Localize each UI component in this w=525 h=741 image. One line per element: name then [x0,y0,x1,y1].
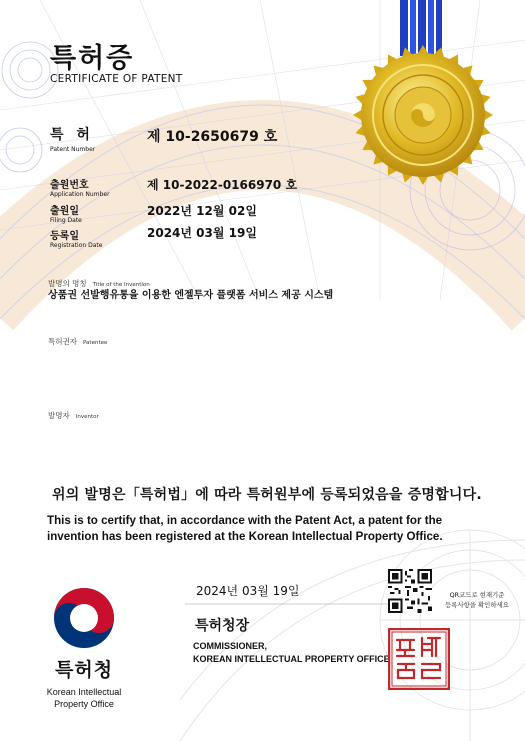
certificate-title: 특허증 [50,43,135,74]
certificate-title-english: CERTIFICATE OF PATENT [50,73,183,85]
registration-date-label: 등록일 Registration Date [50,231,103,249]
commissioner-title-english: COMMISSIONER, KOREAN INTELLECTUAL PROPERTY OFFICE [193,641,390,664]
invention-title: 상품권 선발행유통을 이용한 엔젤투자 플랫폼 서비스 제공 시스템 [48,290,334,301]
certification-statement-english: This is to certify that, in accordance with the Patent Act, a patent for the invention has been registered at the Korean Intellectual Property Office. [47,514,443,543]
office-name-korean: 특허청 [55,659,114,681]
inventor-label: 발명자 Inventor [48,411,99,420]
qr-code-icon[interactable] [388,569,432,613]
registration-date-value: 2024년 03월 19일 [147,226,257,240]
patent-number-label: 특 허 Patent Number [50,127,96,153]
commissioner-title: 특허청장 [195,618,250,634]
certification-statement-korean: 위의 발명은「특허법」에 따라 특허원부에 등록되었음을 증명합니다. [52,487,482,503]
office-name-english: Korean Intellectual Property Office [46,687,122,709]
invention-title-label: 발명의 명칭 Title of the Invention [48,279,150,288]
filing-date-label: 출원일 Filing Date [50,206,82,224]
taegeuk-logo-icon [50,584,118,652]
patentee-label: 특허권자 Patentee [48,337,108,346]
filing-date-value: 2022년 12월 02일 [147,204,257,218]
application-number-label: 출원번호 Application Number [50,180,110,198]
official-seal-stamp-icon [388,628,450,690]
application-number-value: 제 10-2022-0166970 호 [147,178,298,192]
gold-seal-icon [352,44,494,186]
patent-number-value: 제 10-2650679 호 [147,129,278,145]
issue-date: 2024년 03월 19일 [196,584,300,598]
qr-code-note: QR코드로 현재기준 등록사항을 확인하세요 [445,591,509,609]
